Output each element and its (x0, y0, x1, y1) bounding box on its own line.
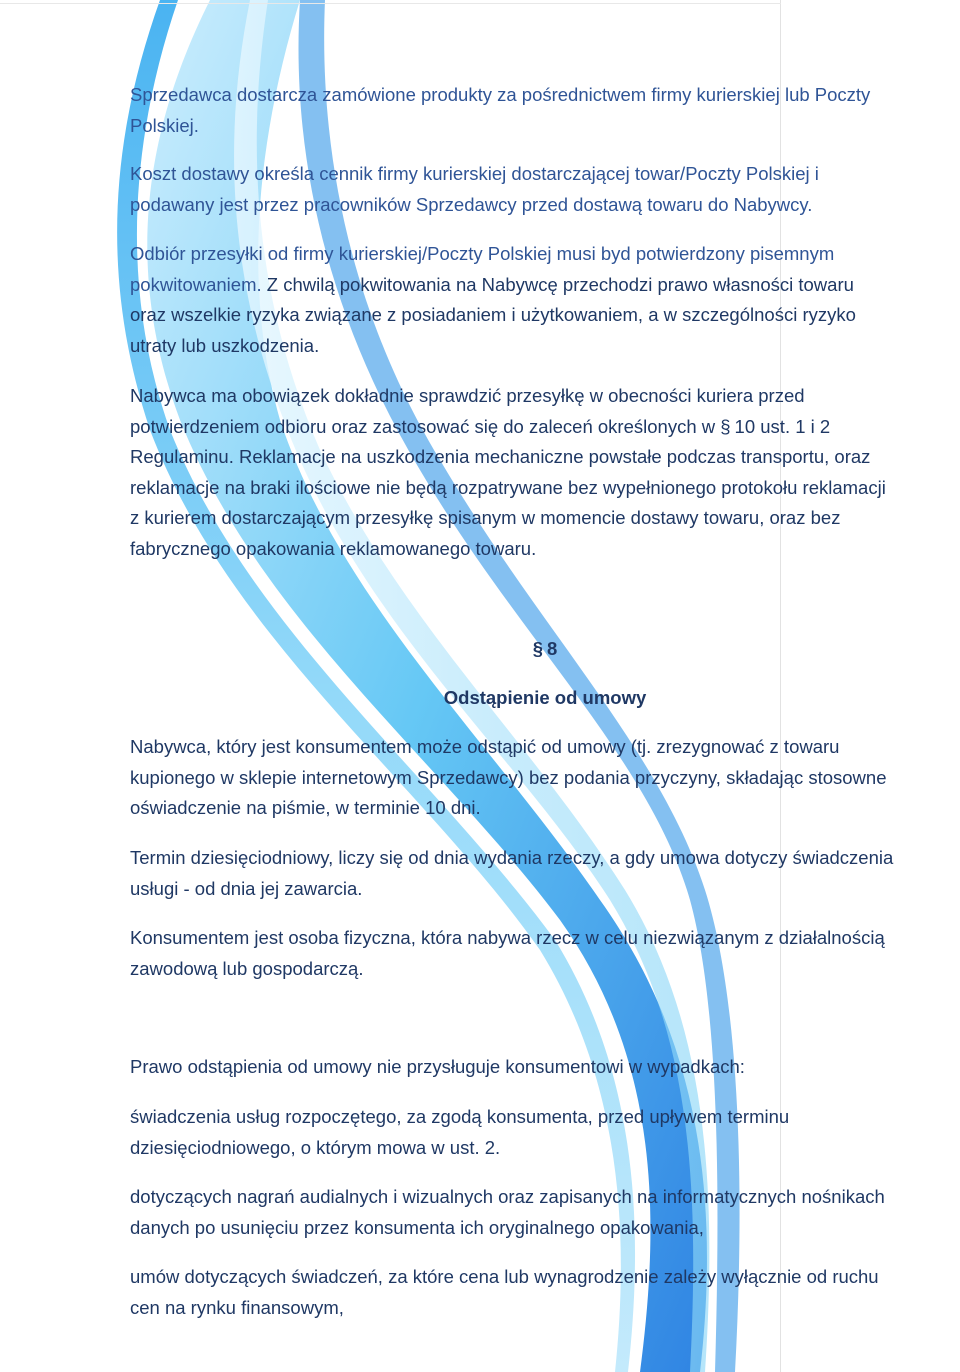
text-line: Koszt dostawy określa cennik firmy kurierskiej dostarczającej towar/Poczty Polskiej i (130, 163, 819, 184)
text-segment: Regulaminu. (130, 446, 234, 467)
text-line: oraz wszelkie ryzyka związane z posiadaniem i użytkowaniem, a w szczególności ryzyko (130, 304, 856, 325)
section-number (130, 634, 960, 665)
text-line: cen na rynku finansowym, (130, 1296, 344, 1318)
text-line: Nabywca ma obowiązek dokładnie sprawdzić przesyłkę w obecności kuriera przed (130, 385, 805, 406)
paragraph-exceptions-intro (130, 1052, 745, 1083)
text-line: podawany jest przez pracowników Sprzedawcy przed dostawą towaru do Nabywcy. (130, 193, 813, 215)
text-line: Termin dziesięciodniowy, liczy się od dnia wydania rzeczy, a gdy umowa dotyczy świadczenia (130, 847, 894, 868)
section-symbol: § (532, 638, 543, 659)
text-line: Prawo odstąpienia od umowy nie przysługuje konsumentowi w wypadkach: (130, 1056, 745, 1077)
text-segment: Reklamacje na uszkodzenia mechaniczne powstałe podczas transportu, oraz (239, 446, 871, 467)
paragraph-term (130, 843, 893, 904)
text-line: zawodową lub gospodarczą. (130, 957, 364, 979)
text-line: Polskiej. (130, 114, 199, 136)
text-line: dziesięciodniowego, o którym mowa w ust. 2. (130, 1136, 501, 1158)
text-line: Konsumentem jest osoba fizyczna, która nabywa rzecz w celu niezwiązanym z działalnością (130, 927, 885, 948)
text-line: dotyczących nagrań audialnych i wizualnych oraz zapisanych na informatycznych nośnikach (130, 1186, 885, 1207)
text-line: utraty lub uszkodzenia. (130, 334, 320, 356)
section-title: Odstąpienie od umowy (443, 687, 647, 708)
paragraph-withdrawal (130, 732, 887, 824)
section-symbol: § (720, 415, 731, 437)
text-line: fabrycznego opakowania reklamowanego towaru. (130, 537, 537, 559)
paragraph-inspection (130, 381, 886, 564)
text-line: oświadczenie na piśmie, w terminie 10 dni. (130, 797, 481, 818)
text-line (130, 412, 886, 443)
section-number-value: 8 (547, 638, 558, 659)
text-line: umów dotyczących świadczeń, za które cena lub wynagrodzenie zależy wyłącznie od ruchu (130, 1266, 879, 1287)
paragraph-delivery (130, 80, 870, 141)
text-line (130, 442, 886, 473)
text-line: Nabywca, który jest konsumentem może odstąpić od umowy (tj. zrezygnować z towaru (130, 736, 840, 757)
text-line: Odbiór przesyłki od firmy kurierskiej/Poczty Polskiej musi byd potwierdzony pisemnym (130, 243, 835, 264)
text-segment: potwierdzeniem odbioru oraz zastosować się do zaleceń określonych w (130, 415, 716, 437)
paragraph-consumer (130, 923, 885, 984)
text-segment: 10 ust. 1 i 2 (734, 415, 831, 437)
text-line (130, 270, 856, 301)
text-line: reklamacje na braki ilościowe nie będą rozpatrywane bez wypełnionego protokołu reklamacji (130, 476, 886, 498)
text-line: Sprzedawca dostarcza zamówione produkty za pośrednictwem firmy kurierskiej lub Poczty (130, 84, 871, 105)
text-line: danych po usunięciu przez konsumenta ich oryginalnego opakowania, (130, 1216, 704, 1238)
paragraph-cost (130, 159, 819, 220)
text-line: kupionego w sklepie internetowym Sprzedawcy) bez podania przyczyny, składając stosowne (130, 766, 887, 788)
paragraph-exception-recordings (130, 1182, 885, 1243)
paragraph-exception-services (130, 1102, 789, 1163)
text-segment: pokwitowaniem. (130, 273, 262, 295)
text-line: świadczenia usług rozpoczętego, za zgodą konsumenta, przed upływem terminu (130, 1106, 790, 1127)
text-segment: Z chwilą pokwitowania na Nabywcę przechodzi prawo własności towaru (266, 273, 854, 295)
text-line: usługi - od dnia jej zawarcia. (130, 877, 363, 899)
paragraph-exception-financial (130, 1262, 879, 1323)
paragraph-receipt (130, 239, 856, 361)
page-top-edge (0, 3, 781, 4)
text-line: z kurierem dostarczającym przesyłkę spisanym w momencie dostawy towaru, oraz bez (130, 507, 841, 528)
